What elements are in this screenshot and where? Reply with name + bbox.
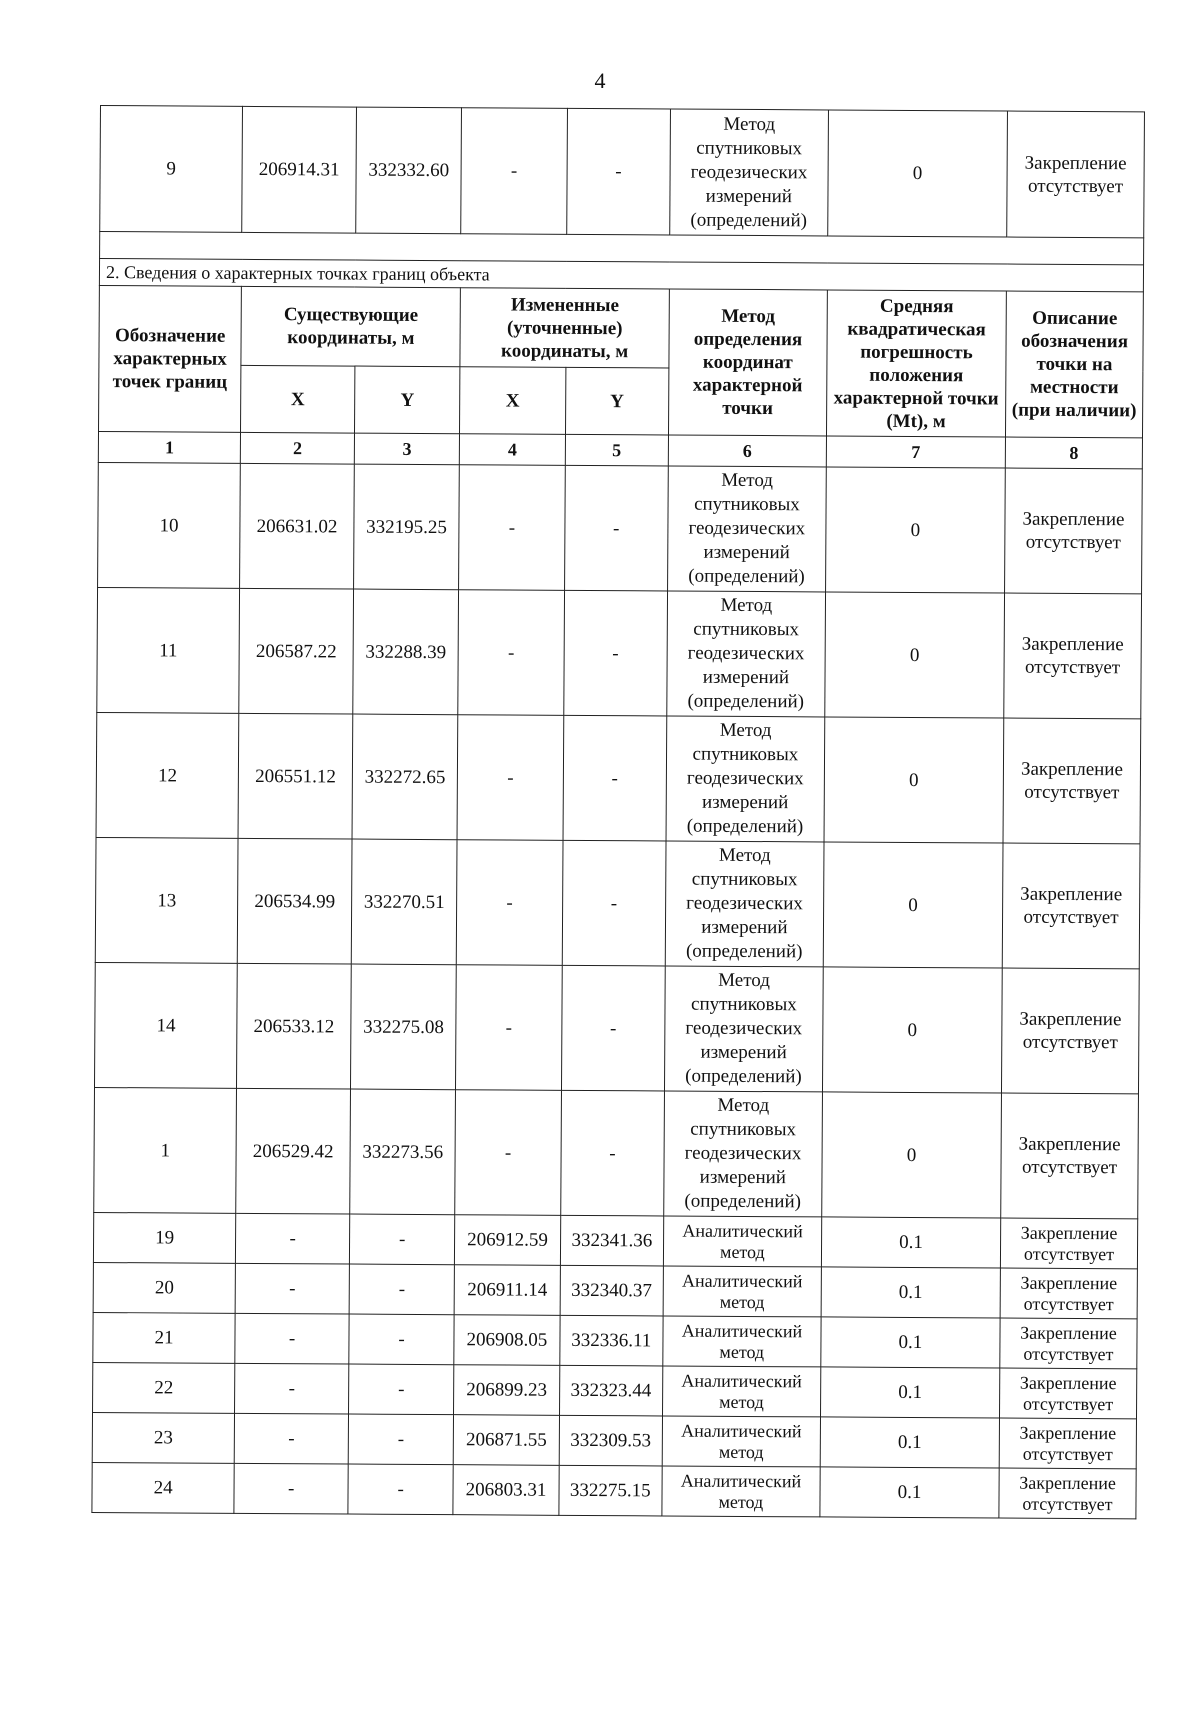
y-cell: 332288.39 xyxy=(353,589,459,715)
point-cell: 13 xyxy=(95,837,238,963)
table-row xyxy=(97,587,1142,718)
method-cell: Аналитический метод xyxy=(662,1416,820,1467)
column-number: 2 xyxy=(241,432,355,464)
y-cell: - xyxy=(349,1314,455,1365)
description-cell: Закрепление отсутствует xyxy=(1000,1318,1137,1369)
y-cell: - xyxy=(349,1264,455,1315)
new-x-cell: 206871.55 xyxy=(454,1415,560,1466)
table-row xyxy=(93,1362,1137,1418)
boundary-points-table xyxy=(91,105,1145,1519)
y-cell: - xyxy=(348,1464,454,1515)
point-cell: 24 xyxy=(92,1462,235,1513)
header-changed-coords: Измененные (уточненные) координаты, м xyxy=(460,288,669,368)
new-y-cell: 332323.44 xyxy=(559,1365,663,1416)
point-cell: 20 xyxy=(93,1262,236,1313)
y-cell: 332270.51 xyxy=(351,839,457,965)
table-row xyxy=(93,1262,1137,1318)
description-cell: Закрепление отсутствует xyxy=(1001,1093,1139,1219)
description-cell: Закрепление отсутствует xyxy=(1004,593,1142,719)
new-x-cell: - xyxy=(455,1090,561,1216)
description-cell: Закрепление отсутствует xyxy=(1000,1218,1137,1269)
x-cell: 206529.42 xyxy=(236,1088,351,1214)
header-method: Метод определения координат характерной точки xyxy=(668,289,827,436)
new-x-cell: - xyxy=(457,840,563,966)
description-cell: Закрепление отсутствует xyxy=(1002,843,1140,969)
new-x-cell: 206912.59 xyxy=(455,1215,561,1266)
error-cell: 0 xyxy=(823,842,1003,968)
point-cell: 1 xyxy=(94,1087,237,1213)
new-y-cell: - xyxy=(562,840,666,966)
y-cell: - xyxy=(348,1414,454,1465)
column-number: 1 xyxy=(98,431,240,463)
error-cell: 0.1 xyxy=(820,1367,999,1418)
column-number: 4 xyxy=(460,434,566,466)
point-cell: 22 xyxy=(93,1362,236,1413)
point-cell: 9 xyxy=(100,106,243,233)
method-cell: Метод спутниковых геодезических измерений (определений) xyxy=(664,1091,823,1217)
y-cell: - xyxy=(348,1364,454,1415)
table-row-point-9 xyxy=(100,106,1145,238)
table-row xyxy=(93,1212,1137,1268)
column-number: 8 xyxy=(1005,437,1142,469)
header-existing-coords: Существующие координаты, м xyxy=(241,286,461,366)
new-y-cell: 332336.11 xyxy=(559,1315,663,1366)
description-cell: Закрепление отсутствует xyxy=(1005,468,1143,594)
new-x-cell: 206899.23 xyxy=(454,1365,560,1416)
new-y-cell: 332275.15 xyxy=(559,1465,663,1516)
new-x-cell: 206803.31 xyxy=(453,1465,559,1516)
method-cell: Метод спутниковых геодезических измерений (определений) xyxy=(667,466,826,592)
method-cell: Метод спутниковых геодезических измерений (определений) xyxy=(667,591,826,717)
new-x-cell: - xyxy=(457,715,563,841)
x-cell: 206914.31 xyxy=(242,106,357,233)
description-cell: Закрепление отсутствует xyxy=(1007,111,1145,238)
description-cell: Закрепление отсутствует xyxy=(1003,718,1141,844)
y-cell: 332273.56 xyxy=(350,1089,456,1215)
table-row xyxy=(92,1462,1136,1518)
error-cell: 0 xyxy=(825,592,1005,718)
x-cell: - xyxy=(235,1263,349,1314)
error-cell: 0.1 xyxy=(821,1267,1000,1318)
error-cell: 0 xyxy=(825,467,1005,593)
error-cell: 0.1 xyxy=(821,1317,1000,1368)
error-cell: 0 xyxy=(822,1092,1002,1218)
method-cell: Аналитический метод xyxy=(663,1216,821,1267)
point-cell: 23 xyxy=(92,1412,235,1463)
method-cell: Аналитический метод xyxy=(663,1316,821,1367)
header-description: Описание обозначения точки на местности (при наличии) xyxy=(1005,291,1143,438)
new-x-cell: 206911.14 xyxy=(454,1265,560,1316)
x-cell: 206587.22 xyxy=(239,588,354,714)
table-row xyxy=(92,1412,1136,1468)
method-cell: Метод спутниковых геодезических измерений (определений) xyxy=(670,109,829,236)
new-y-cell: - xyxy=(566,108,670,235)
x-cell: - xyxy=(234,1463,348,1514)
description-cell: Закрепление отсутствует xyxy=(999,1418,1136,1469)
error-cell: 0.1 xyxy=(820,1417,999,1468)
point-cell: 21 xyxy=(93,1312,236,1363)
page-number: 4 xyxy=(594,68,606,93)
x-cell: - xyxy=(234,1413,348,1464)
boundary-points-sheet xyxy=(91,105,1145,1519)
new-y-cell: - xyxy=(563,590,667,716)
x-cell: 206551.12 xyxy=(238,713,353,839)
header-row xyxy=(99,285,1143,370)
description-cell: Закрепление отсутствует xyxy=(1000,1268,1137,1319)
y-cell: 332275.08 xyxy=(350,964,456,1090)
new-y-cell: - xyxy=(563,715,667,841)
table-row xyxy=(98,462,1143,593)
new-x-cell: - xyxy=(459,465,565,591)
new-x-cell: - xyxy=(461,108,567,235)
header-x: X xyxy=(241,365,355,433)
header-error: Средняя квадратическая погрешность положения характерной точки (Mt), м xyxy=(826,290,1006,437)
y-cell: 332332.60 xyxy=(356,107,462,234)
point-cell: 10 xyxy=(98,462,241,588)
description-cell: Закрепление отсутствует xyxy=(999,1368,1136,1419)
table-row xyxy=(96,712,1141,843)
description-cell: Закрепление отсутствует xyxy=(999,1468,1136,1519)
table-row xyxy=(95,837,1140,968)
new-y-cell: - xyxy=(561,965,665,1091)
error-cell: 0 xyxy=(828,110,1008,237)
table-row xyxy=(94,962,1139,1093)
x-cell: 206534.99 xyxy=(237,838,352,964)
table-row xyxy=(93,1312,1137,1368)
new-y-cell: - xyxy=(564,465,668,591)
x-cell: - xyxy=(235,1313,349,1364)
error-cell: 0.1 xyxy=(821,1217,1000,1268)
new-x-cell: - xyxy=(458,590,564,716)
point-cell: 11 xyxy=(97,587,240,713)
y-cell: - xyxy=(349,1214,455,1265)
header-point-designation: Обозначение характерных точек границ xyxy=(99,285,242,432)
error-cell: 0 xyxy=(824,717,1004,843)
error-cell: 0 xyxy=(822,967,1002,1093)
column-number: 5 xyxy=(565,434,668,466)
new-y-cell: 332341.36 xyxy=(560,1215,664,1266)
point-cell: 14 xyxy=(94,962,237,1088)
method-cell: Метод спутниковых геодезических измерений (определений) xyxy=(664,966,823,1092)
new-y-cell: - xyxy=(560,1090,664,1216)
method-cell: Аналитический метод xyxy=(662,1366,820,1417)
method-cell: Аналитический метод xyxy=(662,1466,820,1517)
x-cell: 206631.02 xyxy=(240,463,355,589)
column-number: 6 xyxy=(668,435,826,467)
new-x-cell: - xyxy=(456,965,562,1091)
description-cell: Закрепление отсутствует xyxy=(1001,968,1139,1094)
x-cell: - xyxy=(236,1213,350,1264)
new-y-cell: 332309.53 xyxy=(559,1415,663,1466)
x-cell: - xyxy=(235,1363,349,1414)
section-title: 2. Сведения о характерных точках границ объекта xyxy=(99,259,1143,292)
column-number: 7 xyxy=(826,436,1005,468)
point-cell: 19 xyxy=(93,1212,236,1263)
method-cell: Метод спутниковых геодезических измерений (определений) xyxy=(665,841,824,967)
new-x-cell: 206908.05 xyxy=(454,1315,560,1366)
header-new-x: X xyxy=(460,367,566,435)
header-y: Y xyxy=(354,366,460,434)
x-cell: 206533.12 xyxy=(237,963,352,1089)
point-cell: 12 xyxy=(96,712,239,838)
y-cell: 332272.65 xyxy=(352,714,458,840)
method-cell: Аналитический метод xyxy=(663,1266,821,1317)
table-row xyxy=(94,1087,1139,1218)
header-new-y: Y xyxy=(565,367,669,435)
y-cell: 332195.25 xyxy=(354,464,460,590)
error-cell: 0.1 xyxy=(820,1467,999,1518)
method-cell: Метод спутниковых геодезических измерений (определений) xyxy=(666,716,825,842)
new-y-cell: 332340.37 xyxy=(560,1265,664,1316)
column-number: 3 xyxy=(354,433,460,465)
